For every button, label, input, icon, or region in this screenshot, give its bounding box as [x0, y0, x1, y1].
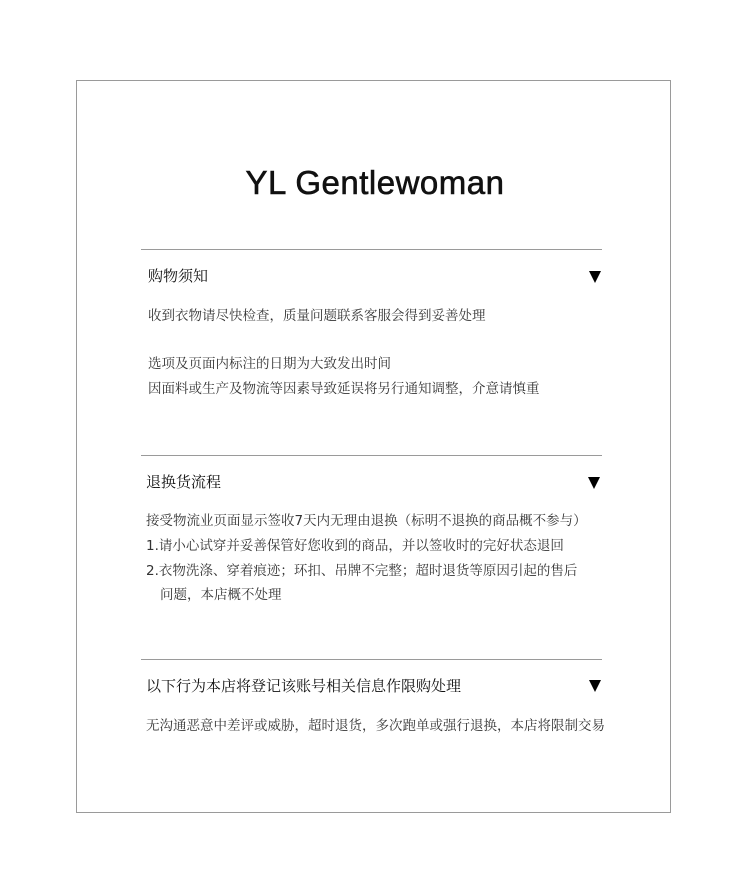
section-title-return-process[interactable]: 退换货流程 [146, 473, 222, 491]
section-title-purchase-restriction[interactable]: 以下行为本店将登记该账号相关信息作限购处理 [146, 677, 462, 695]
return-process-line: 1.请小心试穿并妥善保管好您收到的商品，并以签收时的完好状态退回 [146, 538, 564, 554]
section-title-shopping-notice[interactable]: 购物须知 [148, 267, 209, 285]
purchase-restriction-line: 无沟通恶意中差评或威胁，超时退货，多次跑单或强行退换，本店将限制交易 [146, 718, 605, 734]
section-divider [141, 455, 602, 456]
caret-down-icon[interactable] [589, 680, 601, 692]
shopping-notice-line: 收到衣物请尽快检查，质量问题联系客服会得到妥善处理 [148, 308, 486, 324]
section-divider [141, 659, 602, 660]
brand-logo-text: YL Gentlewoman [245, 164, 505, 201]
shopping-notice-line: 因面料或生产及物流等因素导致延误将另行通知调整，介意请慎重 [148, 381, 540, 397]
caret-down-icon[interactable] [588, 477, 600, 489]
section-divider [141, 249, 602, 250]
shopping-notice-line: 选项及页面内标注的日期为大致发出时间 [148, 356, 391, 372]
caret-down-icon[interactable] [589, 271, 601, 283]
return-process-line: 接受物流业页面显示签收7天内无理由退换（标明不退换的商品概不参与） [146, 513, 587, 529]
return-process-line: 问题，本店概不处理 [160, 587, 282, 603]
return-process-line: 2.衣物洗涤、穿着痕迹；环扣、吊牌不完整；超时退货等原因引起的售后 [146, 563, 578, 579]
